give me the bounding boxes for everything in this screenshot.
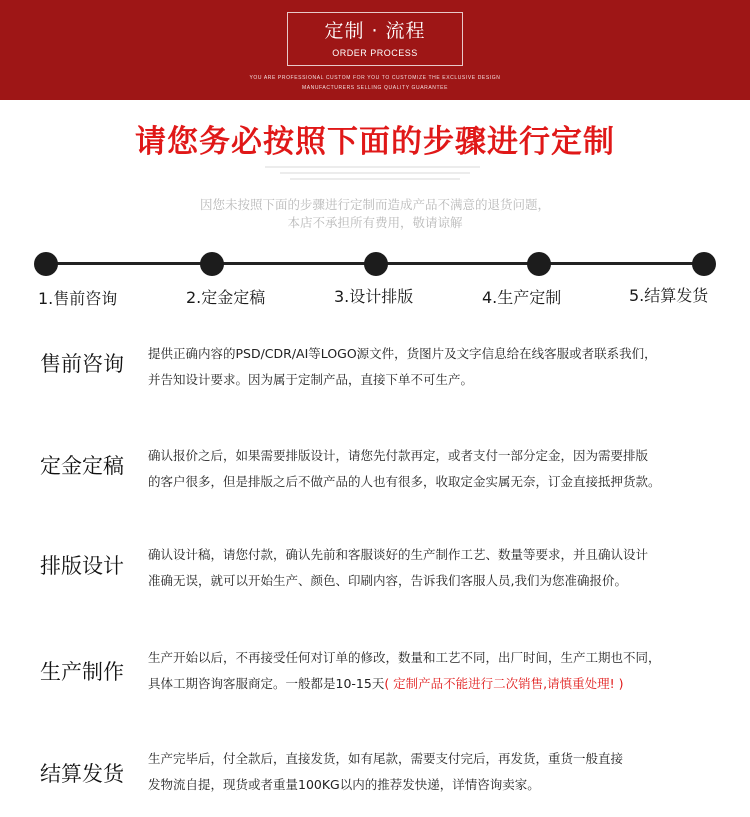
notice-line-2: 本店不承担所有费用，敬请谅解: [287, 215, 463, 230]
section-text-line: 准确无误，就可以开始生产、颜色、印刷内容，告诉我们客服人员,我们为您准确报价。: [148, 573, 627, 588]
timeline-dot: [364, 252, 388, 276]
main-heading: 请您务必按照下面的步骤进行定制: [135, 124, 615, 160]
section-body-production: [148, 645, 728, 697]
section-text-line: 提供正确内容的PSD/CDR/AI等LOGO源文件，货图片及文字信息给在线客服或者联系我们，: [148, 346, 657, 361]
section-text-line: 确认报价之后，如果需要排版设计，请您先付款再定，或者支付一部分定金，因为需要排版: [148, 448, 649, 463]
header-banner: [0, 0, 750, 100]
section-body-layout: [148, 542, 728, 594]
timeline-dot: [527, 252, 551, 276]
step-label-2: 2.定金定稿: [186, 288, 266, 307]
warning-text: ( 定制产品不能进行二次销售,请慎重处理! ): [384, 676, 624, 691]
section-text-line: 的客户很多，但是排版之后不做产品的人也有很多，收取定金实属无奈，订金直接抵押货款。: [148, 474, 661, 489]
section-title-deposit: 定金定稿: [40, 454, 124, 478]
section-title-layout: 排版设计: [40, 554, 124, 578]
section-text-line: 发物流自提，现货或者重量100KG以内的推荐发快递，详情咨询卖家。: [148, 777, 540, 792]
step-label-3: 3.设计排版: [334, 287, 414, 306]
step-label-5: 5.结算发货: [629, 286, 709, 305]
section-body-deposit: [148, 443, 728, 495]
section-title-production: 生产制作: [40, 660, 124, 684]
timeline-dot: [34, 252, 58, 276]
notice-line-1: 因您未按照下面的步骤进行定制而造成产品不满意的退货问题，: [199, 197, 550, 212]
banner-title-box: [287, 12, 463, 66]
step-label-1: 1.售前咨询: [38, 289, 118, 308]
timeline-dot: [692, 252, 716, 276]
section-text-line: 生产开始以后，不再接受任何对订单的修改，数量和工艺不同，出厂时间，生产工期也不同，: [148, 650, 661, 665]
step-label-4: 4.生产定制: [482, 288, 562, 307]
banner-tagline-2: MANUFACTURERS SELLING QUALITY GUARANTEE: [301, 85, 449, 91]
section-body-settlement: [148, 746, 728, 798]
section-text-line: 生产完毕后，付全款后，直接发货，如有尾款，需要支付完后，再发货，重货一般直接: [148, 751, 624, 766]
decorative-divider: [280, 172, 470, 174]
decorative-divider: [265, 166, 480, 168]
banner-subtitle: ORDER PROCESS: [332, 48, 418, 58]
section-text-span: 具体工期咨询客服商定。一般都是10-15天: [148, 676, 385, 691]
section-body-consult: [148, 341, 728, 393]
banner-title: 定制 · 流程: [324, 20, 426, 42]
section-text-line: 并告知设计要求。因为属于定制产品，直接下单不可生产。: [148, 372, 474, 387]
timeline-dot: [200, 252, 224, 276]
section-title-consult: 售前咨询: [40, 352, 124, 376]
section-title-settlement: 结算发货: [40, 762, 124, 786]
section-text-line: [148, 671, 728, 697]
section-text-line: 确认设计稿，请您付款，确认先前和客服谈好的生产制作工艺、数量等要求，并且确认设计: [148, 547, 649, 562]
decorative-divider: [290, 178, 460, 180]
banner-tagline-1: YOU ARE PROFESSIONAL CUSTOM FOR YOU TO CUSTOMIZE THE EXCLUSIVE DESIGN: [249, 75, 501, 81]
